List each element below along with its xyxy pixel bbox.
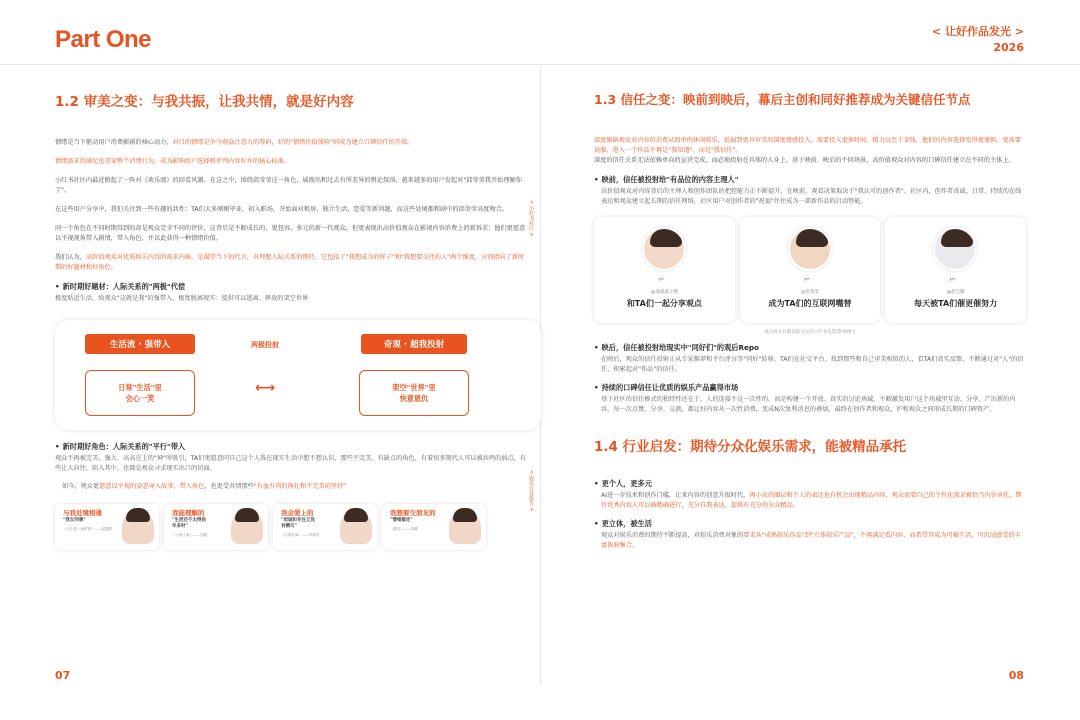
spine-label-bottom: < 娱乐行业报告 > — [528, 470, 534, 512]
section-heading-1-4: 1.4 行业启发：期待分众化娱乐需求，能被精品承托 — [594, 439, 907, 455]
right-paragraph-2: 深度的信任关系无法依赖单向的宣讲完成，而必须投射在具体的人身上。基于映前、映后的不同场景，高价值观众对内容的口碑信任建立在不同的主体上。 — [594, 157, 1015, 164]
immersive-body-plain: 观众对娱乐消费的期待不断提高，对娱乐消费对象的 — [601, 532, 744, 539]
role-card-source: 《小巷人家》——闫妮 — [172, 533, 207, 537]
diagram-pill-right: 奇观 · 超我投射 — [361, 334, 467, 354]
left-page — [55, 84, 527, 550]
role-card — [382, 504, 486, 550]
kol-caption: 每天被TA们催更催努力 — [914, 299, 998, 308]
avatar — [788, 227, 832, 271]
actor-photo-icon — [340, 510, 372, 544]
role-card-source: 《大梦归离》——侯明昊 — [281, 533, 320, 537]
role-card-desc: "坦诚和专注又没 有精巧" — [281, 518, 315, 529]
subsection-body-immersive — [594, 531, 1026, 551]
role-line-plain: 如今，观众更 — [62, 483, 100, 490]
page-number-left: 07 — [55, 669, 71, 682]
avatar — [933, 227, 977, 271]
avatar — [642, 227, 686, 271]
page-number-right: 08 — [1008, 669, 1024, 682]
polarity-diagram — [55, 320, 541, 430]
role-card-source: 《繁花》——胡歌 — [390, 527, 418, 531]
left-p6-plain: 我们认为， — [55, 254, 86, 261]
campaign-year: 2026 — [993, 41, 1024, 54]
kol-name: @蒲蒲森子楼 — [650, 290, 678, 295]
role-card-title: 与我处境相通 — [63, 509, 102, 517]
left-paragraph-4: 在这些用户分享中，我们关注到一些有趣的共性：TA们大多刚刚毕业，初入职场，开始面对租房、独立生活、恋爱等新问题，而这些处境都和剧中的邱莹莹高度吻合。 — [55, 206, 509, 213]
red-logo-icon: ⌐ — [803, 275, 811, 284]
subsection-title-personal: • 更个人，更多元 — [594, 479, 1026, 489]
personal-body-plain: AI进一步技术和创作门槛，让来内容的创意升级时代， — [601, 492, 750, 499]
section-heading-1-2: 1.2 审美之变：与我共振，让我共情，就是好内容 — [55, 94, 354, 110]
kol-caption: 成为TA们的互联网嘴替 — [768, 299, 852, 308]
role-card — [164, 504, 268, 550]
role-card — [273, 504, 377, 550]
diagram-box-right: 架空"世界"里 快意恩仇 — [359, 370, 469, 416]
diagram-pill-left: 生活流 · 强带入 — [85, 334, 195, 354]
kol-row-caption: 部分观众长期追踪关注的小红书电影/影视博主 — [764, 330, 856, 335]
double-arrow-icon: ⟷ — [255, 380, 276, 396]
diagram-center-label: 两极投射 — [251, 341, 279, 349]
spine-label-top: < 小红书社区 > — [528, 200, 534, 237]
role-line-highlight-2: "有血有肉的挣扎和不完美的坚持" — [253, 483, 347, 490]
role-card-title: 我会爱上的 — [281, 509, 314, 517]
left-p1-plain: 情绪是当下驱动用户消费影剧的核心动力， — [55, 139, 173, 146]
left-paragraph-5: 同一个角色在不同时期得到的却是观众完全不同的评价，这背后是不断成长的、更包容、多元的新一代观众，但更表现出高价值观众在影视内容消费上的新诉求：他们更愿意以平视视角带入剧情，带入角色，并以此获得一种情绪价值。 — [55, 225, 526, 242]
right-paragraph-1: 深度影剧观众对内容的消费从简单的休闲娱乐，延展到更具审美的深度情感投入，需要投入更多时间、精力以至于金钱，他们的内容选择变得更谨慎，更需要说服，进入一个作品不再是"我知道"，而是"我信任"。 — [594, 137, 1021, 154]
kol-card — [740, 217, 881, 323]
subsection-body-personal — [594, 491, 1026, 511]
left-paragraph-1 — [55, 138, 527, 148]
left-paragraph-2: 情绪需求的满足也贯穿整个消费行为，成为影响用户选择和评判内容好坏的核心标准。 — [55, 158, 291, 165]
left-paragraph-3: 小红书社区内最近掀起了一阵对《欢乐颂》的回看风潮。在这之中，围绕邱莹莹这一角色，展现出和过去有所差异的舆论氛围，越来越多的用户发起对"邱莹莹我开始理解你了"。 — [55, 177, 522, 194]
campaign-line-1: < 让好作品发光 > — [931, 25, 1024, 38]
kol-name: @唐葵类 — [801, 290, 819, 295]
kol-card — [594, 217, 735, 323]
role-summary-line — [55, 482, 527, 492]
brand-title: Part One — [55, 26, 152, 53]
role-card-row — [55, 504, 527, 550]
subsection-body-role: 观众不再被完美、强大、高高在上的"神"所吸引，TA们更愿意同自己这个人我在现实生活中想不想认识，那些不完美、有缺点的角色，有着很多现代人可以被共鸣的弱点，有些让人向往，陷入其中，也都是观众寻求现实出口的切面。 — [55, 455, 527, 472]
personal-body-highlight: 再小众的圈层和个人的表达也有机会出现精品内容，观众需要自己的个性化需求被恰当内容承托，期待优秀内容人可以被精确进行，充分自我表达，提供有充分的分众精品。 — [601, 492, 1022, 509]
kol-caption: 和TA们一起分享观点 — [626, 299, 702, 308]
subsection-body-postrelease: 在映后，观众的信任投射正从专家推荐和平台评分等"同好"转移。TA们在社交平台、找到那些和自己审美相似的人，看TA们真实反馈，不断通过对"人"的信任，积累起对"作品"的信任。 — [601, 356, 1024, 373]
role-card — [55, 504, 159, 550]
actor-photo-icon — [231, 510, 263, 544]
left-paragraph-6 — [55, 253, 527, 273]
subsection-title-role: • 新时期好角色：人际关系的"平行"带入 — [55, 442, 527, 452]
kol-name: @赵宝鹏 — [946, 290, 965, 295]
kol-card — [885, 217, 1026, 323]
role-card-desc: "我女同事" — [63, 518, 86, 523]
right-page — [594, 84, 1026, 551]
role-card-source: 《人生是一场旷野》——赵露思 — [63, 527, 112, 531]
role-card-desc: "情绪稳定" — [390, 518, 413, 523]
left-p1-highlight: 对口的情绪是争夺观众注意力的筹码，好的"情绪价值体验"则成为建立口碑信任的开端。 — [172, 139, 414, 146]
subsection-body-theme: 极度贴近生活、给观众"这就是我"的强带入，极度脱离现实：提供可以逃离、释放的架空世界 — [55, 295, 309, 302]
subsection-body-wordofmouth: 基于社区的信任模式的独特性还在于，人的连接不是一次性的，而是构建一个开放、真实的讨论场域，不断激发用户这个场域里互动、分享，产出新的内容。每一次点赞、分享、交流，都让好内容从一次性消费，变成N次复利消息的叠加，最终在创作者和观众、护和观众之间形成长期的口碑资产。 — [601, 396, 1016, 413]
role-card-desc: "生活还不太得劲 年多时" — [172, 518, 206, 529]
subsection-title-postrelease: • 映后，信任被投射给现实中"同好们"的观后Repo — [594, 343, 1026, 353]
immersive-body-highlight: 要求从"成熟娱乐作品"到"立体娱乐产品"，不再满足看内容，而希望其成为可被生活，可沉浸感受的丰富体验集合。 — [601, 532, 1021, 549]
red-logo-icon: ⌐ — [658, 275, 665, 284]
top-divider — [0, 64, 1080, 65]
section-heading-1-3: 1.3 信任之变：映前到映后，幕后主创和同好推荐成为关键信任节点 — [594, 92, 971, 107]
red-logo-icon: ⌐ — [949, 275, 957, 284]
role-card-title: 我想要交朋友的 — [390, 509, 436, 517]
subsection-title-wordofmouth: • 持续的口碑信任让优质的娱乐产品赢得市场 — [594, 383, 1026, 393]
role-line-highlight-1: 愿意以平视的姿态导入故事，带入角色 — [99, 483, 205, 490]
actor-photo-icon — [122, 510, 154, 544]
kol-card-row — [594, 217, 1026, 323]
diagram-box-left: 日常"生活"里 会心一笑 — [85, 370, 195, 416]
role-line-mid: ，也更受共情那些 — [204, 483, 254, 490]
actor-photo-icon — [449, 510, 481, 544]
subsection-title-immersive: • 更立体，被生活 — [594, 519, 1026, 529]
subsection-title-theme: • 新时期好题材：人际关系的"两极"代偿 — [55, 282, 527, 292]
role-card-title: 我能理解的 — [172, 509, 205, 517]
subsection-title-prerelease: • 映前，信任被投射给"有品位的内容主理人" — [594, 175, 1026, 185]
left-p6-highlight: 高价值观众对优质娱乐内容的需求内核，是渴望当下的代言，对理想人际关系的期待。它包括了"我想成为的样子"和"我想要交往的人"两个维度，分别指向了新时期的好题材和好角色。 — [55, 254, 525, 271]
campaign-label — [932, 24, 1024, 56]
subsection-body-prerelease: 高价值观众对内容背后的主理人和创作团队的把控能力正不断提升，在映前，观看决策取决于"我认可的创作者"。社区内，创作者真诚、日常、持续的在线表达和观众建立起长期的信任网络，社区用户对创作者的"祝福"往往成为一部新作品的启动势能。 — [601, 188, 1022, 205]
